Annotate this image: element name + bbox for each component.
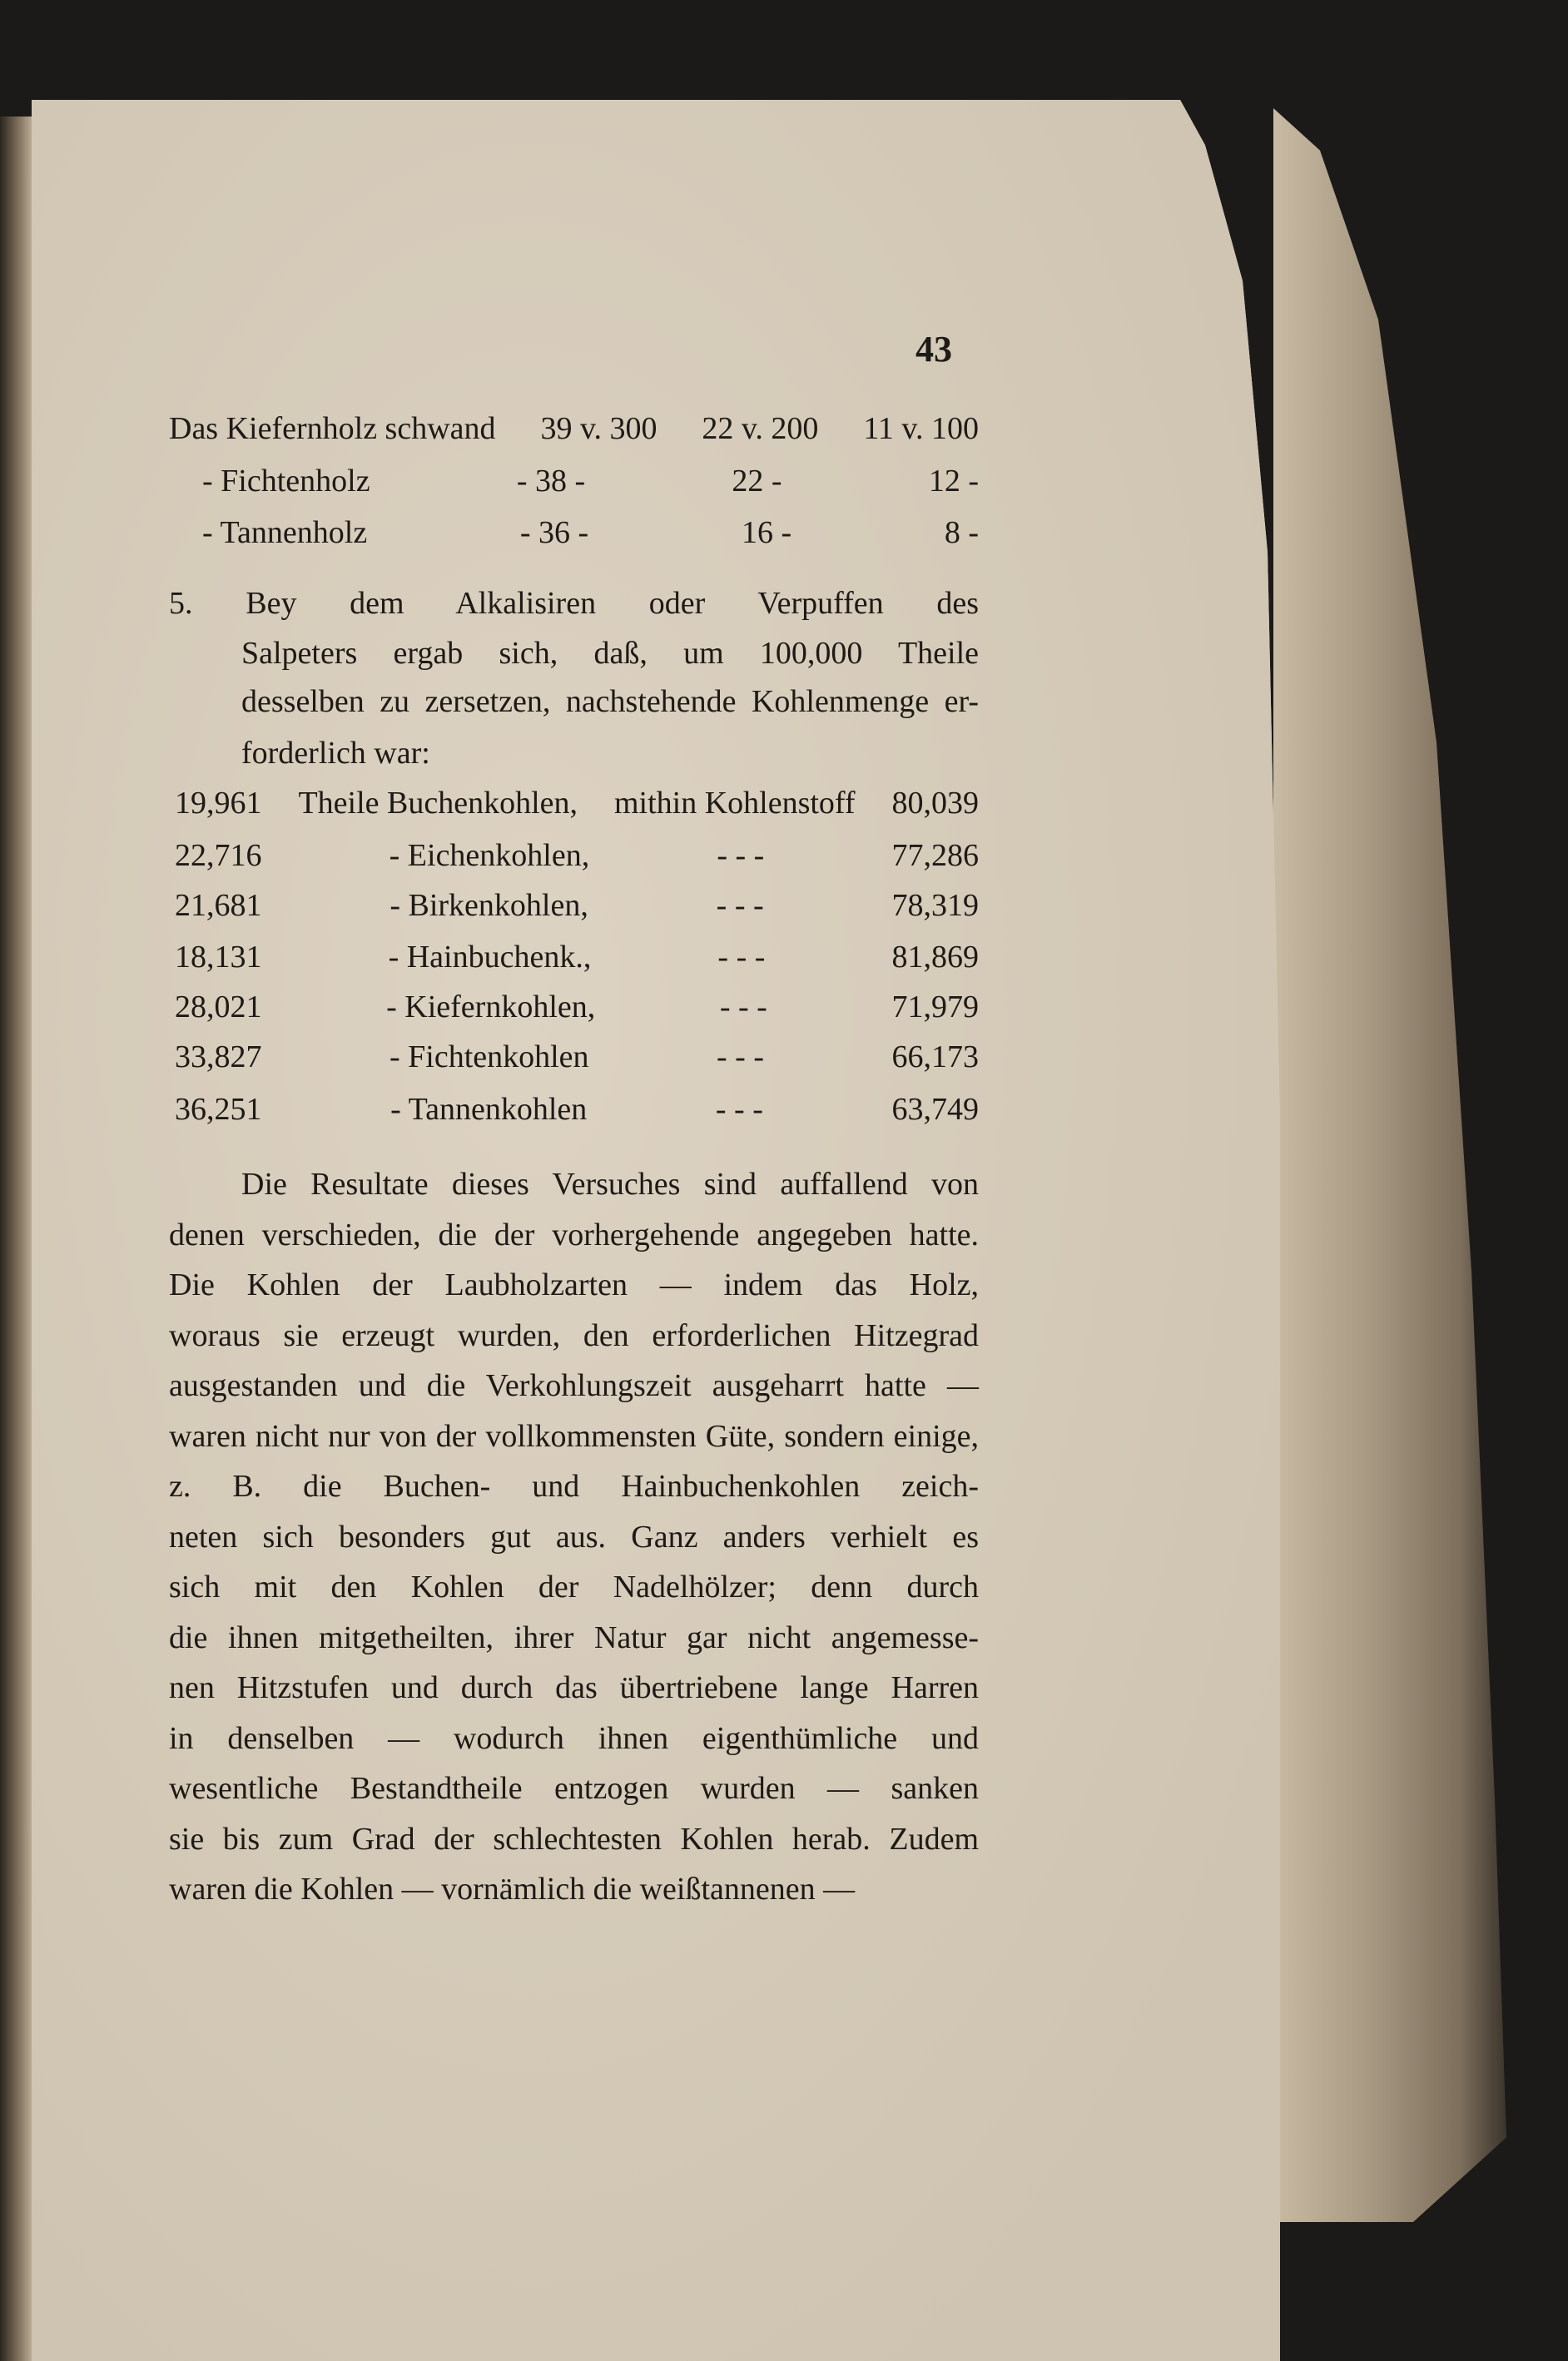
- table-cell: - Tannenholz: [202, 515, 368, 550]
- table-row: [202, 512, 979, 553]
- table-cell: 66,173: [891, 1039, 979, 1074]
- table-row: [175, 986, 979, 1028]
- text-line: z. B. die Buchen- und Hainbuchenkohlen zeich-: [169, 1469, 979, 1504]
- table-cell: - - -: [716, 888, 764, 923]
- table-cell: 22 -: [732, 464, 782, 498]
- text-line: denen verschieden, die der vorhergehende angegeben hatte.: [169, 1217, 979, 1252]
- table-cell: - Eichenkohlen,: [389, 838, 590, 873]
- table-row: [175, 885, 979, 926]
- table-cell: 39 v. 300: [540, 411, 657, 446]
- table-cell: - - -: [717, 1039, 764, 1074]
- text-line: sie bis zum Grad der schlechtesten Kohlen herab. Zudem: [169, 1821, 979, 1857]
- table-row: [175, 936, 979, 978]
- text-line: ausgestanden und die Verkohlungszeit ausgeharrt hatte —: [169, 1368, 979, 1403]
- text-line: Salpeters ergab sich, daß, um 100,000 Theile: [241, 636, 979, 671]
- table-cell: 33,827: [175, 1039, 262, 1074]
- text-line: woraus sie erzeugt wurden, den erforderlichen Hitzegrad: [169, 1317, 979, 1353]
- table-cell: Das Kiefernholz schwand: [169, 411, 496, 446]
- table-cell: 19,961: [175, 786, 262, 821]
- table-cell: 22,716: [175, 838, 262, 873]
- text-line: desselben zu zersetzen, nachstehende Kohlenmenge er-: [241, 684, 979, 719]
- page-edges: [1273, 108, 1506, 2222]
- table-cell: 63,749: [891, 1092, 979, 1127]
- text-line: Die Resultate dieses Versuches sind auffallend von: [241, 1167, 979, 1202]
- table-row: [175, 835, 979, 876]
- table-cell: 18,131: [175, 940, 262, 975]
- table-cell: - Hainbuchenk.,: [388, 940, 592, 975]
- table-cell: - Fichtenkohlen: [389, 1039, 589, 1074]
- text-line: sich mit den Kohlen der Nadelhölzer; denn durch: [169, 1570, 979, 1605]
- text-line: waren nicht nur von der vollkommensten Güte, sondern einige,: [169, 1418, 979, 1454]
- table-row: [175, 1036, 979, 1078]
- table-cell: - - -: [717, 940, 766, 975]
- table-cell: 12 -: [928, 464, 979, 498]
- table-cell: 21,681: [175, 888, 262, 923]
- table-cell: 78,319: [891, 888, 979, 923]
- table-cell: Theile Buchenkohlen,: [298, 786, 578, 821]
- table-cell: - - -: [715, 1092, 763, 1127]
- table-cell: 36,251: [175, 1092, 262, 1127]
- text-line: forderlich war:: [241, 736, 430, 771]
- text-line: Die Kohlen der Laubholzarten — indem das Holz,: [169, 1267, 979, 1302]
- table-cell: - Kiefernkohlen,: [386, 990, 596, 1024]
- table-cell: - - -: [717, 838, 765, 873]
- table-cell: - Birkenkohlen,: [390, 888, 588, 923]
- table-cell: 81,869: [891, 940, 979, 975]
- table-cell: 28,021: [175, 990, 262, 1024]
- table-cell: 8 -: [944, 515, 979, 550]
- text-line: 5. Bey dem Alkalisiren oder Verpuffen des: [169, 586, 979, 621]
- table-cell: - 38 -: [516, 464, 586, 498]
- table-row: [169, 408, 979, 449]
- table-row: [175, 1089, 979, 1130]
- text-line: neten sich besonders gut aus. Ganz anders verhielt es: [169, 1519, 979, 1555]
- table-cell: 16 -: [741, 515, 792, 550]
- table-cell: 71,979: [891, 990, 979, 1024]
- table-cell: 80,039: [891, 786, 979, 821]
- table-cell: - Fichtenholz: [202, 464, 370, 498]
- text-line: in denselben — wodurch ihnen eigenthümliche und: [169, 1720, 979, 1756]
- table-cell: - 36 -: [519, 515, 589, 550]
- table-cell: 77,286: [891, 838, 979, 873]
- text-line: nen Hitzstufen und durch das übertriebene lange Harren: [169, 1670, 979, 1705]
- page-number: 43: [915, 329, 952, 370]
- table-cell: - - -: [719, 990, 767, 1024]
- text-line: wesentliche Bestandtheile entzogen wurden — sanken: [169, 1771, 979, 1806]
- table-row: [175, 782, 979, 824]
- table-row: [202, 460, 979, 502]
- table-cell: 11 v. 100: [863, 411, 979, 446]
- table-cell: mithin Kohlenstoff: [613, 786, 856, 821]
- text-line: waren die Kohlen — vornämlich die weißtannenen —: [169, 1872, 856, 1907]
- text-line: die ihnen mitgetheilten, ihrer Natur gar nicht angemesse-: [169, 1619, 979, 1655]
- book-spine: [0, 117, 35, 2361]
- table-cell: - Tannenkohlen: [390, 1092, 588, 1127]
- table-cell: 22 v. 200: [702, 411, 819, 446]
